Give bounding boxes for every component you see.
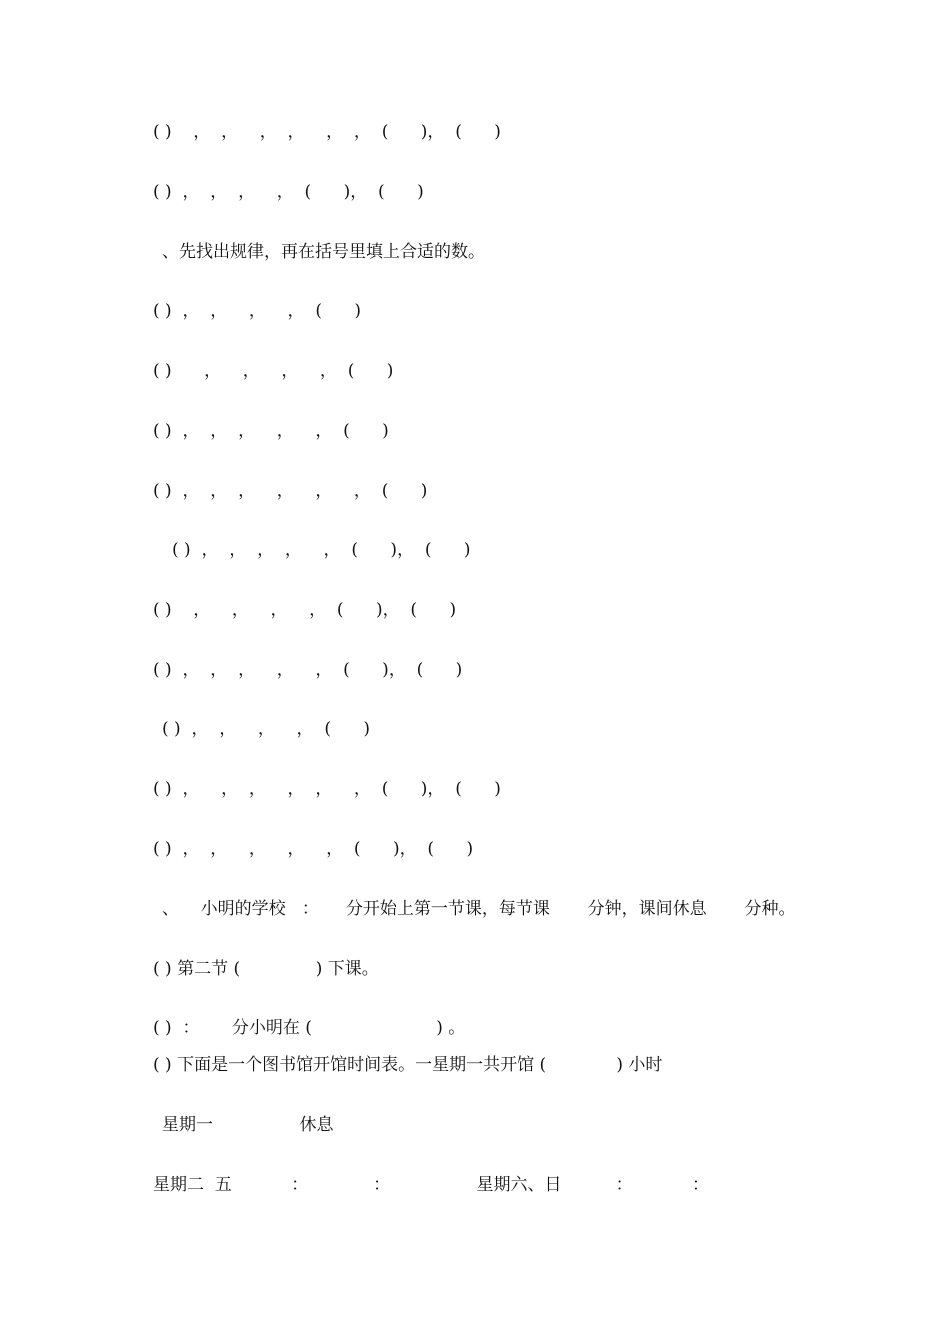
- schedule-weekdays-weekend: 星期二 五 ： ： 星期六、日 ： ：: [153, 1175, 710, 1195]
- sequence-row-4: ( ) ， ， ， ， ( ): [153, 361, 394, 381]
- sequence-row-7: ( ) ， ， ， ， ， ( )， ( ): [172, 540, 471, 560]
- question-xiaoming-at: ( ) ： 分小明在 ( ) 。: [153, 1018, 466, 1038]
- sequence-row-12: ( ) ， ， ， ， ， ( )， ( ): [153, 839, 474, 859]
- sequence-row-11: ( ) ， ， ， ， ， ， ( )， ( ): [153, 779, 501, 799]
- sequence-row-10: ( ) ， ， ， ， ( ): [162, 719, 371, 739]
- sequence-row-9: ( ) ， ， ， ， ， ( )， ( ): [153, 660, 463, 680]
- section-heading-pattern: 、先找出规律，再在括号里填上合适的数。: [162, 242, 485, 262]
- question-second-class: ( ) 第二节 ( ) 下课。: [153, 959, 379, 979]
- sequence-row-8: ( ) ， ， ， ， ( )， ( ): [153, 600, 457, 620]
- sequence-row-3: ( ) ， ， ， ， ( ): [153, 301, 362, 321]
- sequence-row-1: ( ) ， ， ， ， ， ， ( )， ( ): [153, 122, 501, 142]
- sequence-row-5: ( ) ， ， ， ， ， ( ): [153, 421, 389, 441]
- sequence-row-2: ( ) ， ， ， ， ( )， ( ): [153, 182, 424, 202]
- question-library-hours: ( ) 下面是一个图书馆开馆时间表。一星期一共开馆 ( ) 小时: [153, 1055, 663, 1075]
- sequence-row-6: ( ) ， ， ， ， ， ， ( ): [153, 481, 428, 501]
- schedule-monday: 星期一 休息: [162, 1115, 334, 1135]
- section-heading-school: 、 小明的学校 ： 分开始上第一节课，每节课 分钟，课间休息 分种。: [162, 899, 796, 919]
